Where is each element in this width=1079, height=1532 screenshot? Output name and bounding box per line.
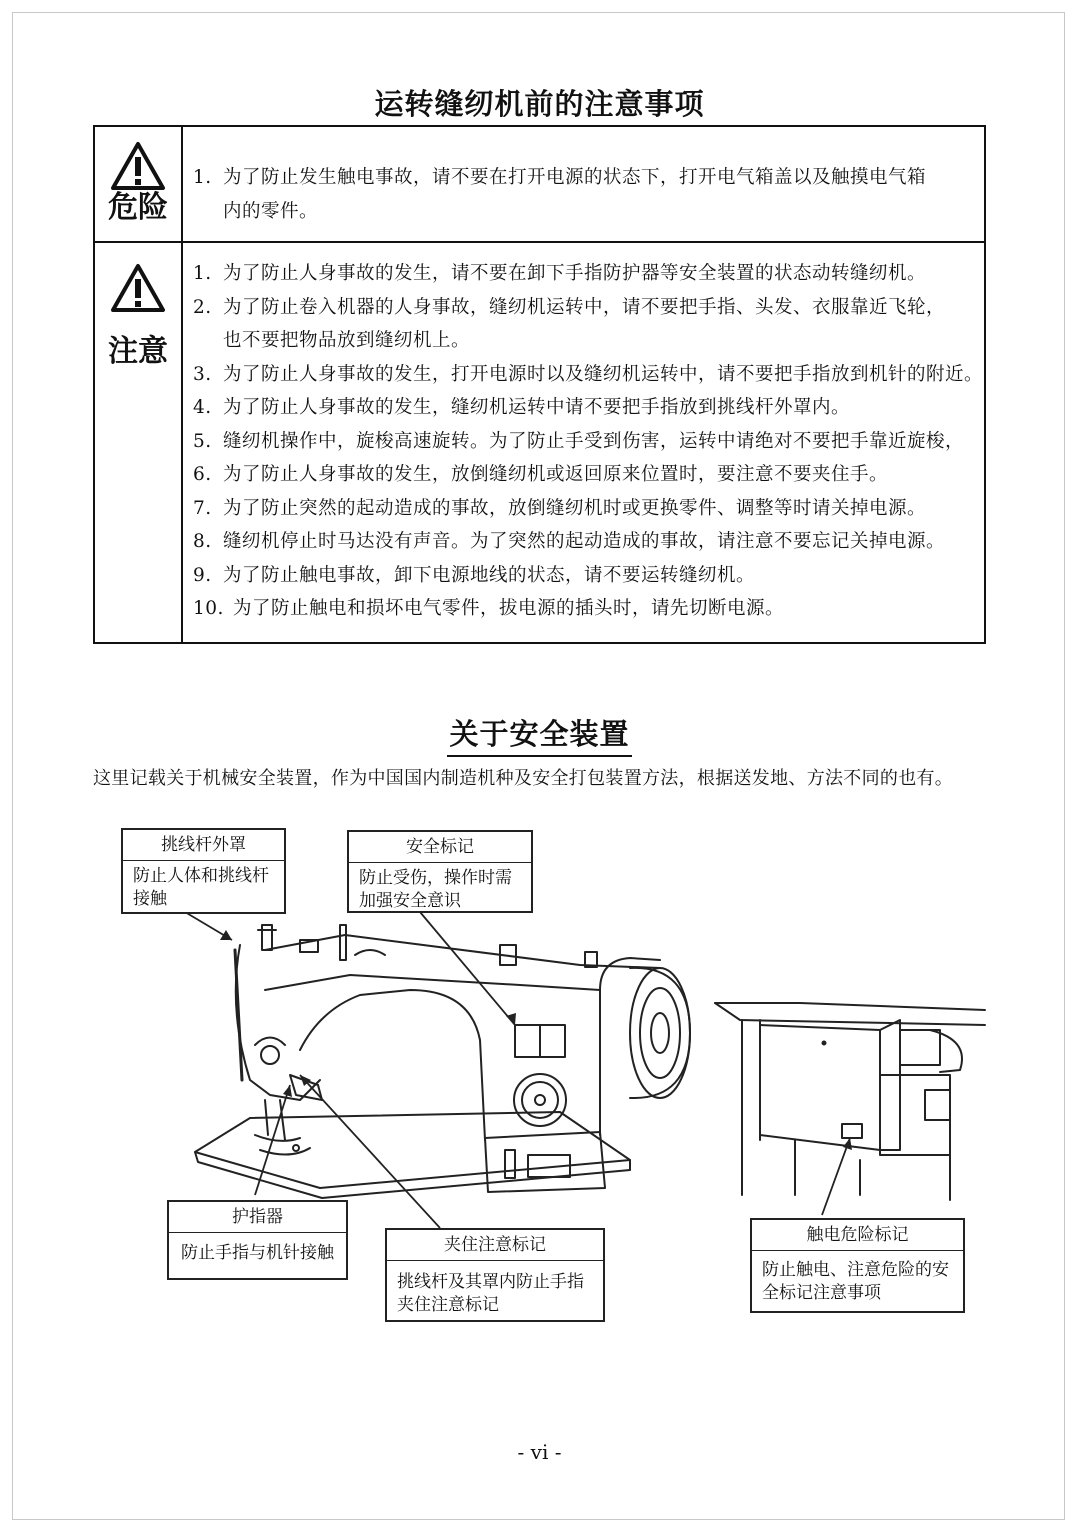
- safety-mark-label: 安全标记 防止受伤，操作时需 加强安全意识: [347, 830, 533, 913]
- caution-item: 4. 为了防止人身事故的发生，缝纫机运转中请不要把手指放到挑线杆外罩内。: [193, 397, 851, 418]
- page-title: 运转缝纫机前的注意事项: [0, 82, 1079, 123]
- section-title: 关于安全装置: [0, 712, 1079, 753]
- caution-item: 9. 为了防止触电事故，卸下电源地线的状态，请不要运转缝纫机。: [193, 564, 756, 586]
- take-up-cover-label: 挑线杆外罩 防止人体和挑线杆 接触: [121, 828, 286, 914]
- caution-item: 8. 缝纫机停止时马达没有声音。为了突然的起动造成的事故，请注意不要忘记关掉电源。: [193, 531, 946, 552]
- caution-item: 3. 为了防止人身事故的发生，打开电源时以及缝纫机运转中，请不要把手指放到机针的附近。: [193, 363, 984, 385]
- caution-item: 2. 为了防止卷入机器的人身事故，缝纫机运转中，请不要把手指、头发、衣服靠近飞轮，: [193, 296, 946, 318]
- finger-guard-label: 护指器 防止手指与机针接触: [167, 1200, 348, 1280]
- intro-text: 这里记载关于机械安全装置，作为中国国内制造机种及安全打包装置方法，根据送发地、方法不同的也有。: [93, 768, 954, 789]
- caution-item: 1. 为了防止人身事故的发生，请不要在卸下手指防护器等安全装置的状态动转缝纫机。: [193, 263, 927, 284]
- pinch-mark-label: 夹住注意标记 挑线杆及其罩内防止手指 夹住注意标记: [385, 1228, 605, 1322]
- caution-item: 5. 缝纫机操作中，旋梭高速旋转。为了防止手受到伤害，运转中请绝对不要把手靠近旋梭，: [193, 430, 965, 452]
- shock-mark-label: 触电危险标记 防止触电、注意危险的安 全标记注意事项: [750, 1218, 965, 1313]
- danger-label: 危险: [108, 190, 168, 225]
- caution-item-continuation: 也不要把物品放到缝纫机上。: [223, 330, 471, 351]
- caution-label: 注意: [108, 334, 168, 369]
- danger-item: 1. 为了防止发生触电事故，请不要在打开电源的状态下，打开电气箱盖以及触摸电气箱: [193, 167, 927, 188]
- caution-item: 6. 为了防止人身事故的发生，放倒缝纫机或返回原来位置时，要注意不要夹住手。: [193, 464, 889, 485]
- page-number: - vi -: [517, 1440, 562, 1464]
- caution-item: 10. 为了防止触电和损坏电气零件，拔电源的插头时，请先切断电源。: [193, 598, 785, 619]
- danger-item-continuation: 内的零件。: [223, 200, 319, 222]
- caution-item: 7. 为了防止突然的起动造成的事故，放倒缝纫机时或更换零件、调整等时请关掉电源。: [193, 497, 927, 519]
